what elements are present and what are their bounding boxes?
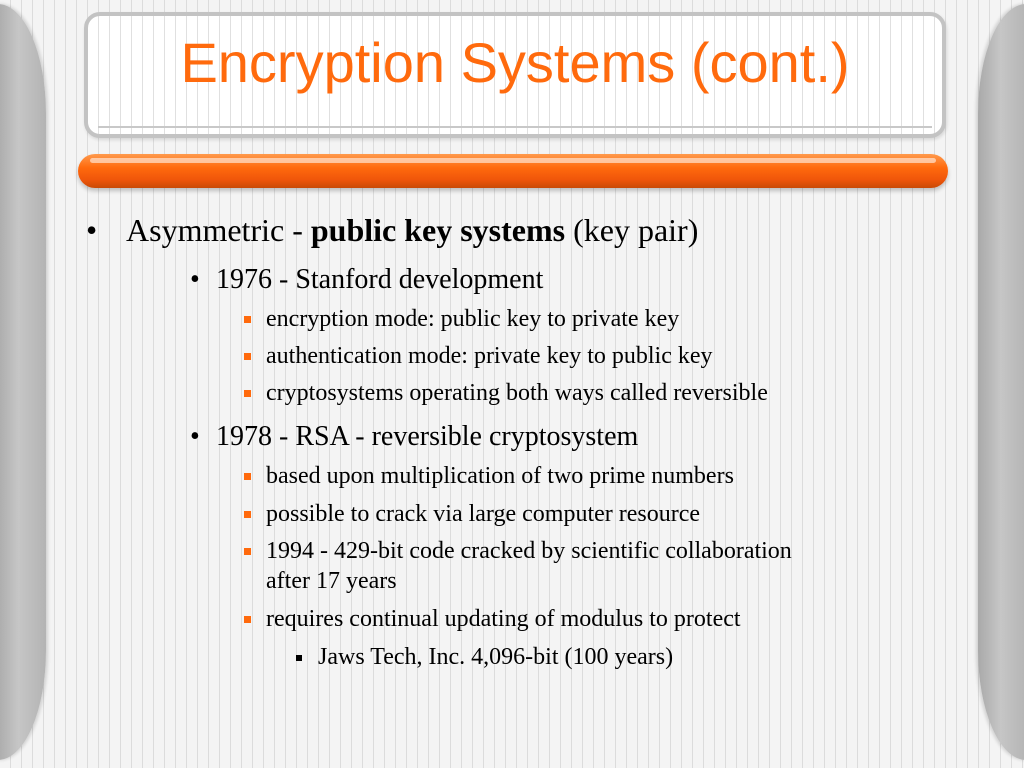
square-bullet-icon xyxy=(244,616,251,623)
bullet-dot-icon: • xyxy=(190,264,200,295)
bullet-asymmetric-bold: public key systems xyxy=(310,212,566,248)
bullet-prime-numbers: based upon multiplication of two prime numbers xyxy=(266,463,734,489)
square-bullet-icon xyxy=(244,548,251,555)
square-bullet-icon xyxy=(244,390,251,397)
bullet-1978: 1978 - RSA - reversible cryptosystem xyxy=(216,421,639,452)
bullet-asymmetric-prefix: Asymmetric - xyxy=(126,212,311,248)
bullet-asymmetric-suffix: (key pair) xyxy=(565,212,699,248)
bullet-reversible: cryptosystems operating both ways called reversible xyxy=(266,380,768,406)
bullet-asymmetric xyxy=(126,212,698,249)
bullet-dot-icon: • xyxy=(86,212,98,248)
square-bullet-icon xyxy=(244,473,251,480)
bullet-encryption-mode: encryption mode: public key to private key xyxy=(266,306,680,332)
slide-title: Encryption Systems (cont.) xyxy=(180,31,850,94)
square-bullet-icon xyxy=(244,353,251,360)
bullet-authentication-mode: authentication mode: private key to public key xyxy=(266,343,713,369)
bullet-crack: possible to crack via large computer resource xyxy=(266,501,701,527)
bullet-1994-continued: after 17 years xyxy=(266,568,397,594)
bullet-1994: 1994 - 429-bit code cracked by scientific collaboration xyxy=(266,538,792,564)
bullet-jaws-tech: Jaws Tech, Inc. 4,096-bit (100 years) xyxy=(318,644,674,670)
bullet-1976: 1976 - Stanford development xyxy=(216,264,544,295)
bullet-dot-icon: • xyxy=(190,421,200,452)
bullet-modulus: requires continual updating of modulus to protect xyxy=(266,606,741,632)
square-bullet-icon xyxy=(244,511,251,518)
square-bullet-icon xyxy=(296,655,302,661)
square-bullet-icon xyxy=(244,316,251,323)
